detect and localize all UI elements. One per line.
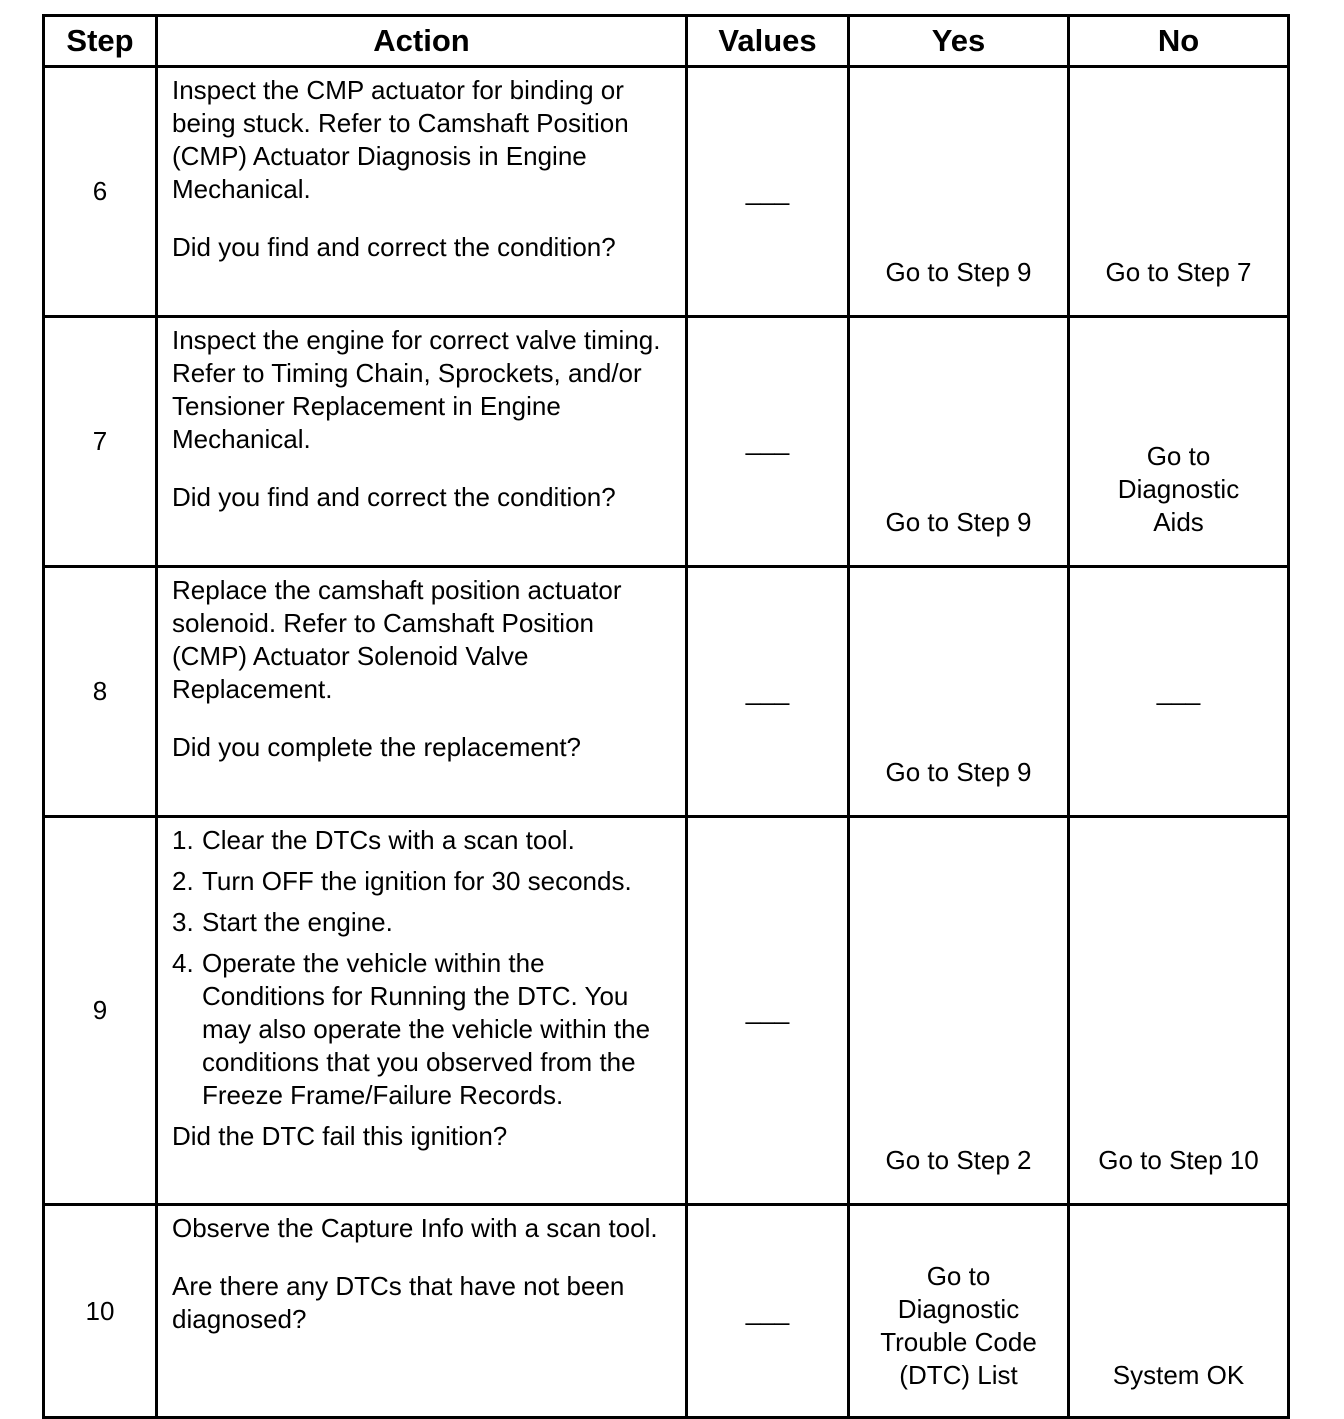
table-row [44, 567, 1289, 817]
list-item: 1. Clear the DTCs with a scan tool. [172, 825, 575, 855]
header-step: Step [44, 16, 157, 67]
header-action: Action [157, 16, 687, 67]
procedure-list [172, 824, 673, 1112]
list-item: 2. Turn OFF the ignition for 30 seconds. [172, 866, 632, 896]
header-yes: Yes [849, 16, 1069, 67]
values-cell: ___ [687, 817, 849, 1205]
no-cell: Go to Step 7 [1069, 67, 1289, 317]
values-cell: ___ [687, 567, 849, 817]
step-number: 10 [44, 1205, 157, 1418]
action-cell [157, 67, 687, 317]
step-number: 8 [44, 567, 157, 817]
table-row [44, 317, 1289, 567]
header-no: No [1069, 16, 1289, 67]
values-cell: ___ [687, 317, 849, 567]
action-text: Inspect the engine for correct valve timing. Refer to Timing Chain, Sprockets, and/or Tensioner Replacement in Engine Mechanical. [172, 325, 661, 454]
action-cell [157, 817, 687, 1205]
no-cell: Go to Diagnostic Aids [1069, 317, 1289, 567]
action-cell [157, 317, 687, 567]
values-cell: ___ [687, 67, 849, 317]
no-cell: System OK [1069, 1205, 1289, 1418]
values-cell: ___ [687, 1205, 849, 1418]
action-question: Did the DTC fail this ignition? [172, 1121, 508, 1151]
yes-cell: Go to Step 9 [849, 567, 1069, 817]
action-text: Inspect the CMP actuator for binding or being stuck. Refer to Camshaft Position (CMP) Actuator Diagnosis in Engine Mechanical. [172, 75, 629, 204]
yes-cell: Go to Step 9 [849, 67, 1069, 317]
diagnostic-table [42, 14, 1290, 1419]
header-row [44, 16, 1289, 67]
action-text: Observe the Capture Info with a scan tool. [172, 1213, 658, 1243]
table-row [44, 817, 1289, 1205]
step-number: 6 [44, 67, 157, 317]
step-number: 7 [44, 317, 157, 567]
no-cell: Go to Step 10 [1069, 817, 1289, 1205]
action-text: Replace the camshaft position actuator solenoid. Refer to Camshaft Position (CMP) Actuator Solenoid Valve Replacement. [172, 575, 622, 704]
step-number: 9 [44, 817, 157, 1205]
action-question: Did you complete the replacement? [172, 732, 582, 762]
action-question: Did you find and correct the condition? [172, 482, 616, 512]
action-question: Did you find and correct the condition? [172, 232, 616, 262]
header-values: Values [687, 16, 849, 67]
action-cell [157, 1205, 687, 1418]
list-item: 3. Start the engine. [172, 907, 393, 937]
list-item: 4. Operate the vehicle within the Conditions for Running the DTC. You may also operate the vehicle within the conditions that you observed from the Freeze Frame/Failure Records. [172, 948, 651, 1110]
action-cell [157, 567, 687, 817]
action-question: Are there any DTCs that have not been diagnosed? [172, 1271, 625, 1334]
table-row [44, 67, 1289, 317]
yes-cell: Go to Step 2 [849, 817, 1069, 1205]
yes-cell: Go to Diagnostic Trouble Code (DTC) List [849, 1205, 1069, 1418]
no-cell: ___ [1069, 567, 1289, 817]
yes-cell: Go to Step 9 [849, 317, 1069, 567]
table-row [44, 1205, 1289, 1418]
